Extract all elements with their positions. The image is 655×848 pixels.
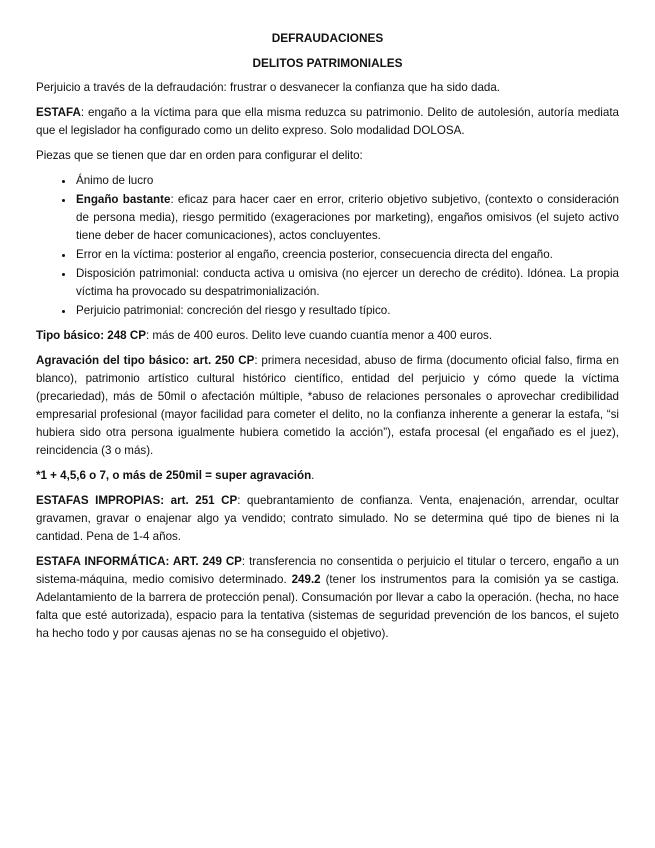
estafa-text: : engaño a la víctima para que ella misma reduzca su patrimonio. Delito de autolesión, autoría mediata que el legislador ha configurado como un delito expreso. Solo modalidad DOLOSA. [36, 106, 619, 137]
impropias-text: : quebrantamiento de confianza. Venta, enajenación, arrendar, ocultar gravamen, gravar o enajenar algo ya vendido; contrato simulado. No se determina qué tipo de bienes ni la cantidad. Pena de 1-4 años. [36, 494, 619, 543]
impropias-paragraph [36, 492, 619, 546]
list-item [74, 172, 619, 190]
list-item [74, 265, 619, 301]
list-item-text: Disposición patrimonial: conducta activa u omisiva (no ejercer un derecho de crédito). Idónea. La propia víctima ha provocado su despatrimonialización. [76, 267, 619, 298]
estafa-paragraph [36, 104, 619, 140]
informatica-label: ESTAFA INFORMÁTICA: ART. 249 CP [36, 555, 242, 568]
tipo-basico-paragraph [36, 327, 619, 345]
list-item-text: Error en la víctima: posterior al engaño, creencia posterior, consecuencia directa del engaño. [76, 248, 553, 261]
agravacion-label: Agravación del tipo básico: art. 250 CP [36, 354, 255, 367]
tipo-basico-text: : más de 400 euros. Delito leve cuando cuantía menor a 400 euros. [145, 329, 493, 342]
list-item-text: : eficaz para hacer caer en error, criterio objetivo subjetivo, (contexto o consideración de persona media), riesgo permitido (exageraciones por marketing), engaños omisivos (el sujeto activo tiene deber de hacer comunicaciones), actos concluyentes. [76, 193, 619, 242]
list-item-label: Engaño bastante [76, 193, 171, 206]
document-title: DEFRAUDACIONES [271, 31, 384, 45]
agravacion-text: : primera necesidad, abuso de firma (documento oficial falso, firma en blanco), patrimonio artístico cultural histórico científico, entidad del perjuicio y cómo quede la víctima (precariedad), más de 50mil o afectación múltiple, *abuso de relaciones personales o aprovechar credibilidad empresarial profesional (mayor facilidad para cometer el delito, no la confianza inherente a generar la estafa, “si hubiera sido otra persona igualmente hubiera cometido la acción”), estafa procesal (el engañado es el juez), reincidencia (3 o más). [36, 354, 619, 457]
list-item-text: Perjuicio patrimonial: concreción del riesgo y resultado típico. [76, 304, 391, 317]
impropias-label: ESTAFAS IMPROPIAS: art. 251 CP [36, 494, 238, 507]
informatica-text: : transferencia no consentida o perjuicio el titular o tercero, engaño a un sistema-máquina, medio comisivo determinado. [36, 555, 619, 586]
super-agravacion-label: *1 + 4,5,6 o 7, o más de 250mil = super agravación [36, 469, 312, 482]
intro-paragraph: Perjuicio a través de la defraudación: frustrar o desvanecer la confianza que ha sido dada. [36, 81, 501, 94]
agravacion-paragraph [36, 352, 619, 460]
pieces-list [36, 172, 619, 320]
list-item-text: Ánimo de lucro [76, 174, 154, 187]
super-agravacion-paragraph [36, 467, 619, 485]
list-item [74, 246, 619, 264]
document-subtitle: DELITOS PATRIMONIALES [252, 56, 403, 70]
pieces-intro: Piezas que se tienen que dar en orden para configurar el delito: [36, 149, 363, 162]
informatica-ref-text: (tener los instrumentos para la comisión ya se castiga. Adelantamiento de la barrera de protección penal). Consumación por llevar a cabo la operación. (hecha, no hace falta que esté autorizada), espacio para la tentativa (sistemas de seguridad prevención de los bancos, el sujeto ha hecho todo y por causas ajenas no se ha conseguido el objetivo). [36, 573, 619, 640]
list-item [74, 302, 619, 320]
list-item [74, 191, 619, 245]
informatica-ref-label: 249.2 [291, 573, 321, 586]
super-agravacion-text: . [311, 469, 315, 482]
tipo-basico-label: Tipo básico: 248 CP [36, 329, 146, 342]
informatica-paragraph [36, 553, 619, 643]
estafa-label: ESTAFA [36, 106, 81, 119]
